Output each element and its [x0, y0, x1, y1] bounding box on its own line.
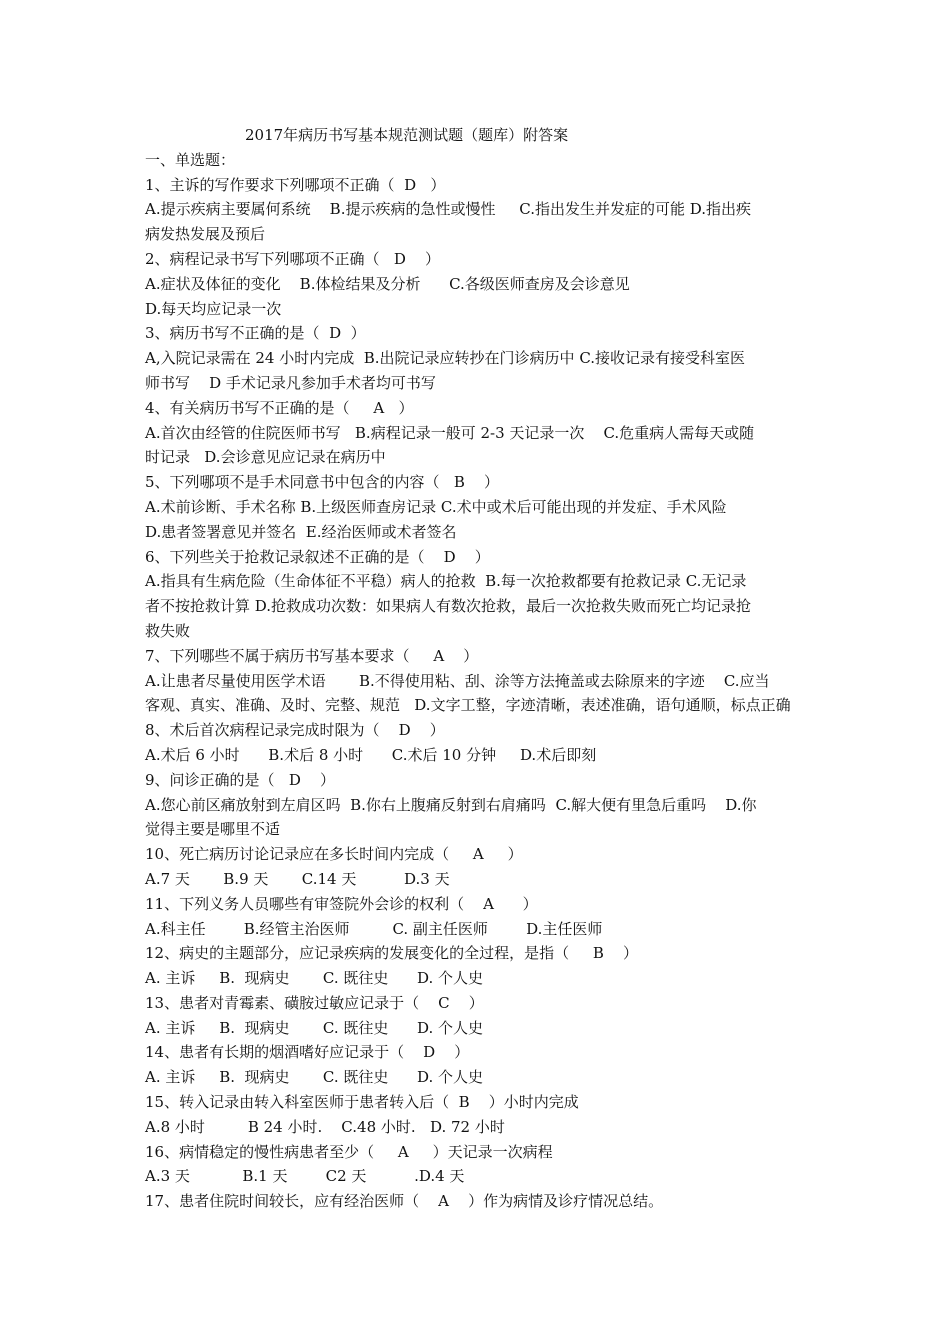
text-line: A. 主诉 B. 现病史 C. 既往史 D. 个人史 [145, 1018, 484, 1037]
text-line: 客观、真实、准确、及时、完整、规范 D.文字工整，字迹清晰，表述准确，语句通顺，标点正确 [145, 696, 791, 715]
text-line: 师书写 D 手术记录凡参加手术者均可书写 [145, 373, 436, 392]
text-line: A. 主诉 B. 现病史 C. 既往史 D. 个人史 [145, 969, 484, 988]
text-line: 8、术后首次病程记录完成时限为（ D ） [145, 721, 445, 740]
text-line: A.术后 6 小时 B.术后 8 小时 C.术后 10 分钟 D.术后即刻 [145, 745, 597, 764]
text-line: 10、死亡病历讨论记录应在多长时间内完成（ A ） [145, 845, 523, 864]
text-line: 时记录 D.会诊意见应记录在病历中 [145, 448, 386, 467]
text-line: A.术前诊断、手术名称 B.上级医师查房记录 C.术中或术后可能出现的并发症、手术风险 [145, 497, 727, 516]
text-line: 17、患者住院时间较长，应有经治医师（ A ）作为病情及诊疗情况总结。 [145, 1192, 664, 1211]
text-line: 2、病程记录书写下列哪项不正确（ D ） [145, 249, 440, 268]
text-line: A.让患者尽量使用医学术语 B.不得使用粘、刮、涂等方法掩盖或去除原来的字迹 C.应当 [145, 671, 770, 690]
text-line: 7、下列哪些不属于病历书写基本要求（ A ） [145, 646, 479, 665]
text-line: A.科主任 B.经管主治医师 C. 副主任医师 D.主任医师 [145, 919, 603, 938]
text-line: D.每天均应记录一次 [145, 299, 282, 318]
text-line: 者不按抢救计算 D.抢救成功次数：如果病人有数次抢救，最后一次抢救失败而死亡均记录抢 [145, 597, 752, 616]
text-line: 9、问诊正确的是（ D ） [145, 770, 335, 789]
text-line: 15、转入记录由转入科室医师于患者转入后（ B ）小时内完成 [145, 1093, 579, 1112]
text-line: 一、单选题： [145, 150, 236, 169]
text-line: A.8 小时 B 24 小时. C.48 小时. D. 72 小时 [145, 1117, 505, 1136]
text-line: A.3 天 B.1 天 C2 天 .D.4 天 [145, 1167, 465, 1186]
text-line: 11、下列义务人员哪些有审签院外会诊的权利（ A ） [145, 894, 538, 913]
text-line: A.您心前区痛放射到左肩区吗 B.你右上腹痛反射到右肩痛吗 C.解大便有里急后重吗 D.你 [145, 795, 757, 814]
text-line: 3、病历书写不正确的是（ D ） [145, 324, 366, 343]
text-line: 1、主诉的写作要求下列哪项不正确（ D ） [145, 175, 446, 194]
text-line: 救失败 [145, 621, 191, 640]
text-line: 6、下列些关于抢救记录叙述不正确的是（ D ） [145, 547, 490, 566]
text-line: A.症状及体征的变化 B.体检结果及分析 C.各级医师查房及会诊意见 [145, 274, 630, 293]
text-line: A. 主诉 B. 现病史 C. 既往史 D. 个人史 [145, 1068, 484, 1087]
text-line: A.7 天 B.9 天 C.14 天 D.3 天 [145, 869, 450, 888]
text-line: 觉得主要是哪里不适 [145, 820, 281, 839]
text-line: 12、病史的主题部分，应记录疾病的发展变化的全过程，是指（ B ） [145, 944, 639, 963]
text-line: 5、下列哪项不是手术同意书中包含的内容（ B ） [145, 473, 499, 492]
document-body [145, 123, 817, 1214]
document-title: 2017年病历书写基本规范测试题（题库）附答案 [245, 126, 569, 144]
text-line: A.提示疾病主要属何系统 B.提示疾病的急性或慢性 C.指出发生并发症的可能 D.指出疾 [145, 200, 752, 219]
text-line: 4、有关病历书写不正确的是（ A ） [145, 398, 414, 417]
question-list [145, 148, 817, 1214]
text-line: A.首次由经管的住院医师书写 B.病程记录一般可 2-3 天记录一次 C.危重病人需每天或随 [145, 423, 755, 442]
text-line: A,入院记录需在 24 小时内完成 B.出院记录应转抄在门诊病历中 C.接收记录有接受科室医 [145, 349, 746, 368]
text-line: D.患者签署意见并签名 E.经治医师或术者签名 [145, 522, 457, 541]
text-line: 16、病情稳定的慢性病患者至少（ A ）天记录一次病程 [145, 1142, 553, 1161]
text-line: A.指具有生病危险（生命体征不平稳）病人的抢救 B.每一次抢救都要有抢救记录 C.无记录 [145, 572, 747, 591]
text-line: 病发热发展及预后 [145, 225, 266, 244]
text-line: 14、患者有长期的烟酒嗜好应记录于（ D ） [145, 1043, 470, 1062]
text-line: 13、患者对青霉素、磺胺过敏应记录于（ C ） [145, 993, 484, 1012]
